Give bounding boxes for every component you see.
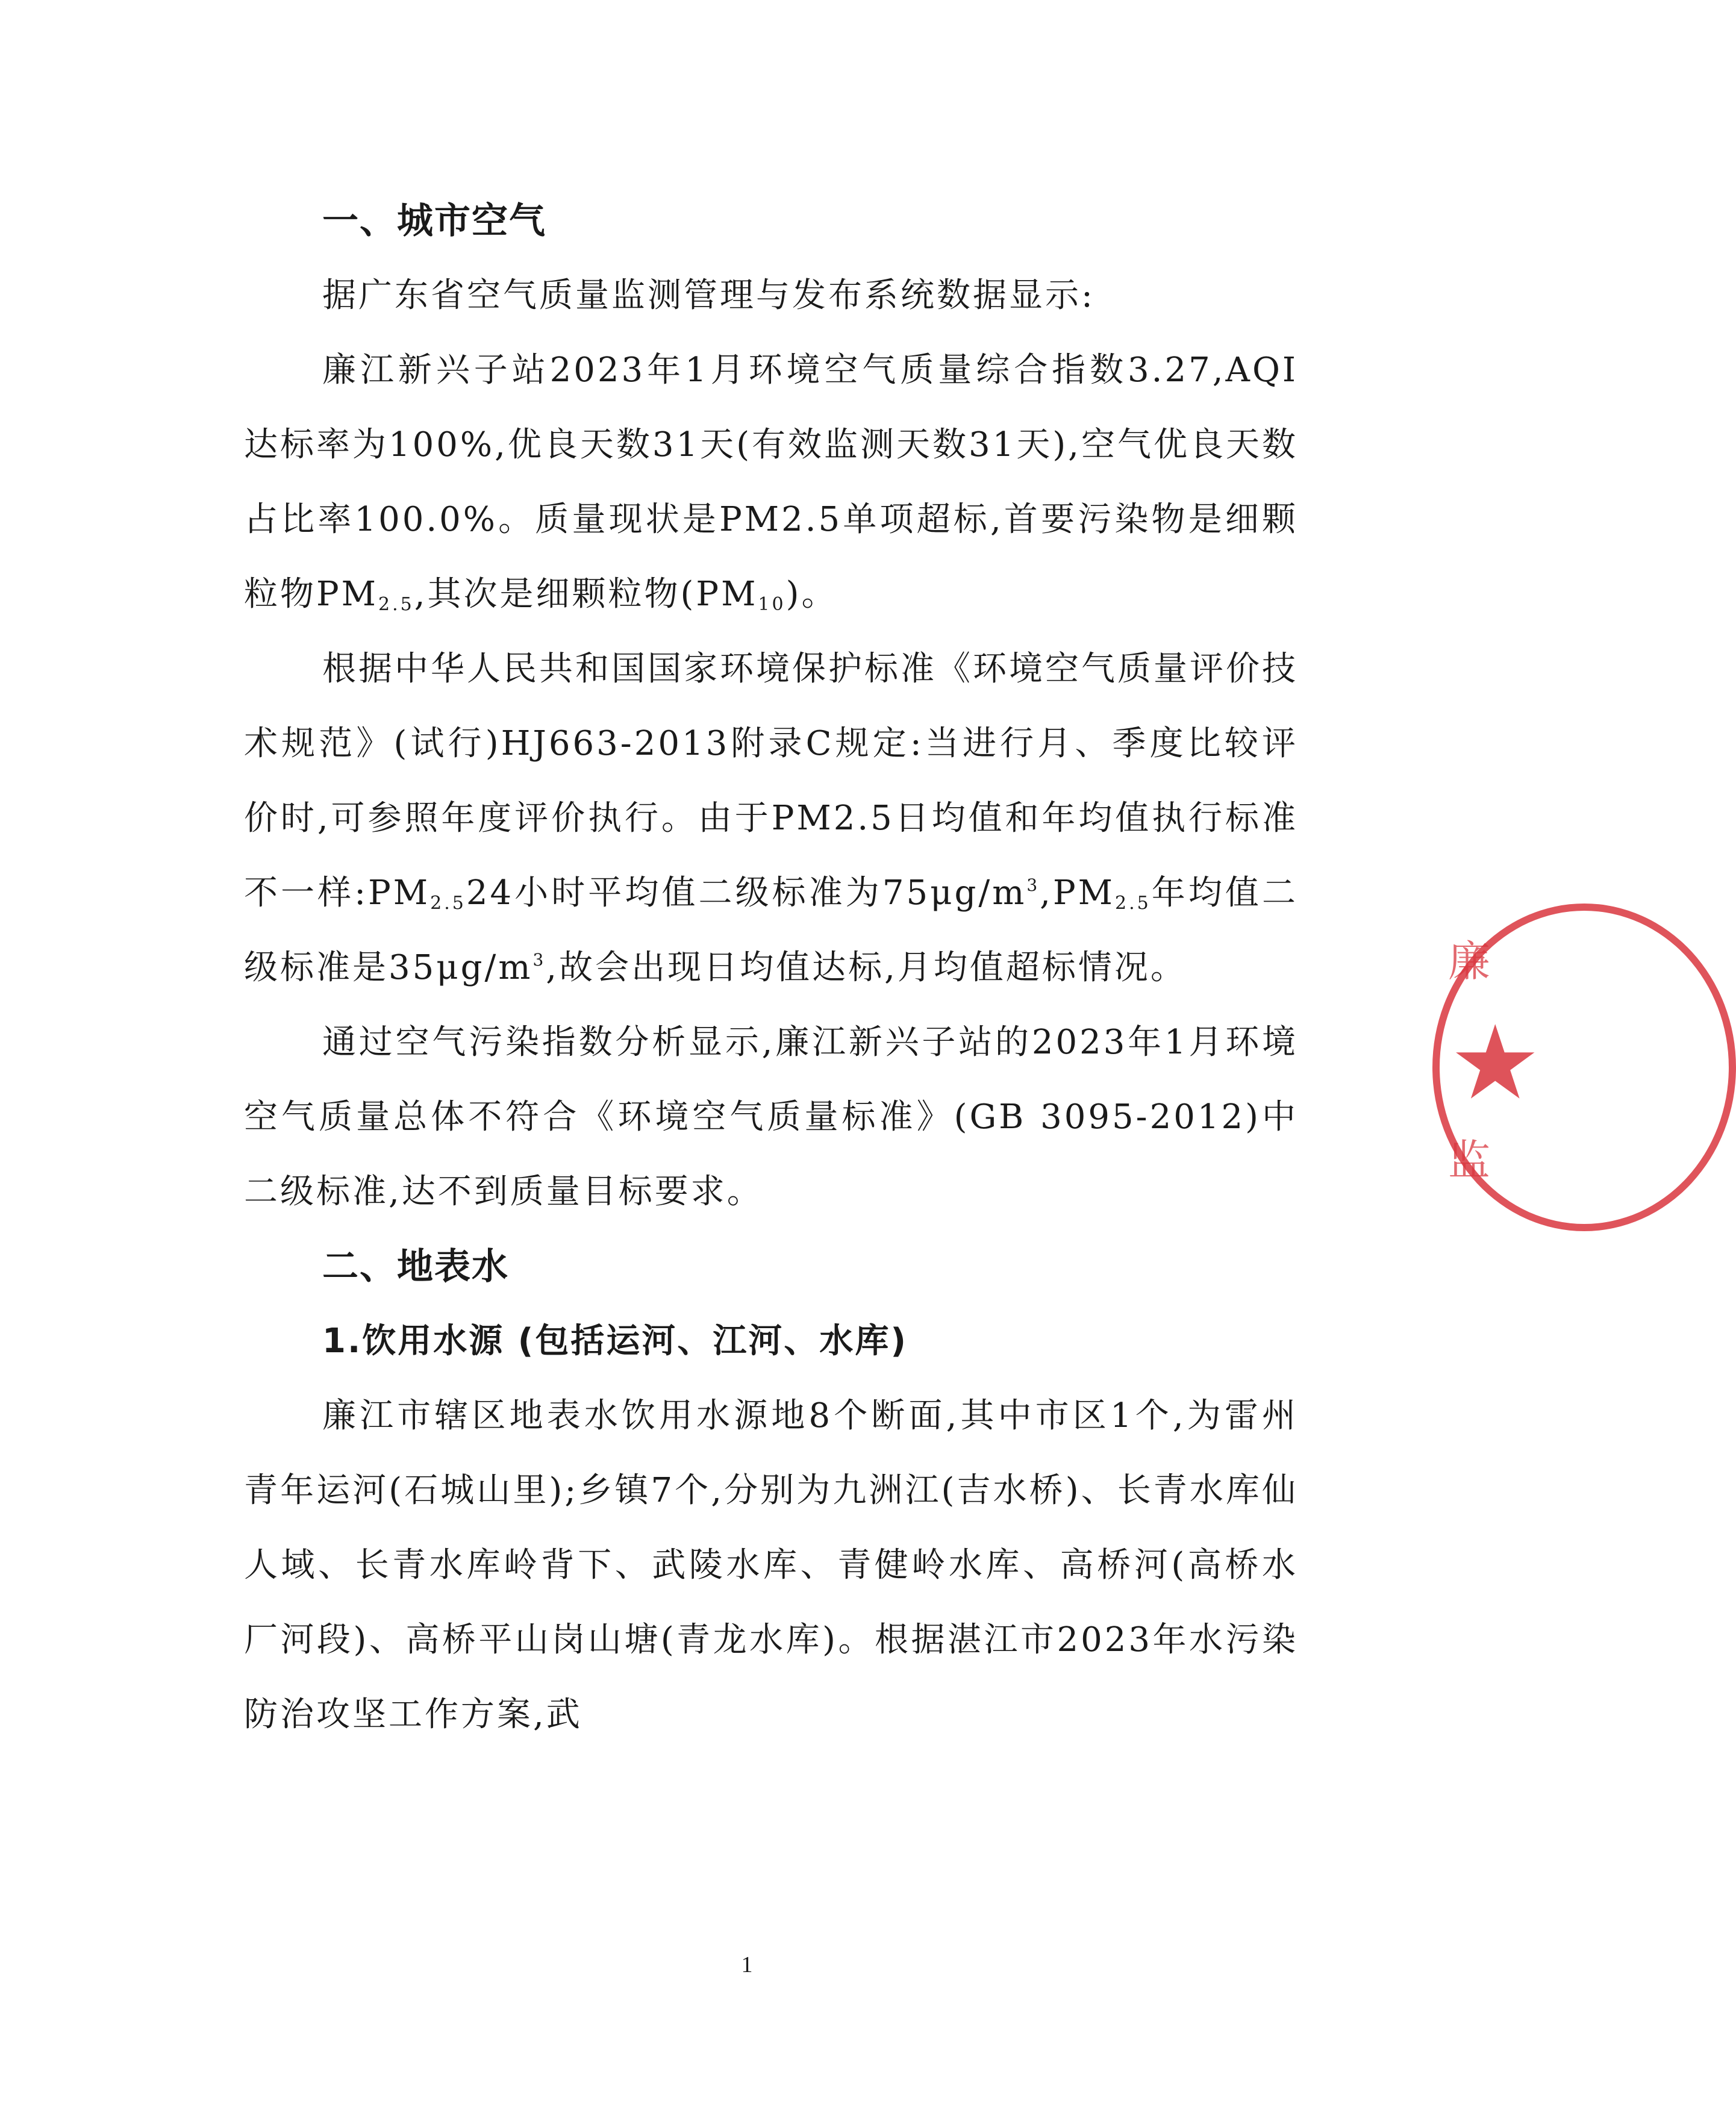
superscript: 3: [532, 950, 546, 970]
stamp-glyph: 监: [1448, 1135, 1490, 1185]
text-run: ,故会出现日均值达标,月均值超标情况。: [546, 948, 1187, 987]
page-number: 1: [741, 1952, 753, 1977]
subscript: 2.5: [1115, 893, 1151, 914]
superscript: 3: [1026, 875, 1040, 895]
paragraph-evaluation-standard: [244, 632, 1298, 1005]
text-run: )。: [785, 575, 838, 614]
section-heading-surface-water: 二、地表水: [322, 1246, 509, 1288]
text-run: 根据中华人民共和国国家环境保护标准《环境空气质量评价技术规范》(试行)HJ663-2013附录C规定:当进行月、季度比较评价时,可参照年度评价执行。由于PM2.5日均值和年均值执行标准不一样:PM: [244, 649, 1298, 913]
subscript: 10: [758, 594, 786, 615]
text-run: 年均值二级标准是35μg/m: [244, 873, 1299, 987]
paragraph-air-quality-index: [244, 333, 1298, 632]
text-run: 24小时平均值二级标准为75μg/m: [466, 873, 1027, 913]
subsection-heading-drinking-water: 1.饮用水源 (包括运河、江河、水库): [322, 1322, 908, 1361]
subscript: 2.5: [430, 893, 466, 914]
stamp-glyph: 廉: [1448, 937, 1490, 986]
red-seal-stamp-icon: [1432, 904, 1541, 1217]
subscript: 2.5: [378, 594, 414, 615]
paragraph-drinking-water-sources: 廉江市辖区地表水饮用水源地8个断面,其中市区1个,为雷州青年运河(石城山里);乡镇7个,分别为九洲江(吉水桥)、长青水库仙人域、长青水库岭背下、武陵水库、青健岭水库、高桥河(高桥水厂河段)、高桥平山岗山塘(青龙水库)。根据湛江市2023年水污染防治攻坚工作方案,武: [244, 1396, 1298, 1734]
paragraph-data-source: 据广东省空气质量监测管理与发布系统数据显示:: [322, 276, 1095, 315]
text-run: ,PM: [1040, 873, 1115, 913]
text-run: 廉江新兴子站2023年1月环境空气质量综合指数3.27,AQI达标率为100%,优良天数31天(有效监测天数31天),空气优良天数占比率100.0%。质量现状是PM2.5单项超标,首要污染物是细颗粒物PM: [244, 351, 1298, 614]
star-icon: ★: [1449, 1003, 1541, 1123]
document-body: [244, 184, 1298, 1752]
section-heading-urban-air: 一、城市空气: [322, 200, 546, 242]
text-run: ,其次是细颗粒物(PM: [414, 575, 758, 614]
paragraph-overall-assessment: 通过空气污染指数分析显示,廉江新兴子站的2023年1月环境空气质量总体不符合《环境空气质量标准》(GB 3095-2012)中二级标准,达不到质量目标要求。: [244, 1023, 1298, 1211]
